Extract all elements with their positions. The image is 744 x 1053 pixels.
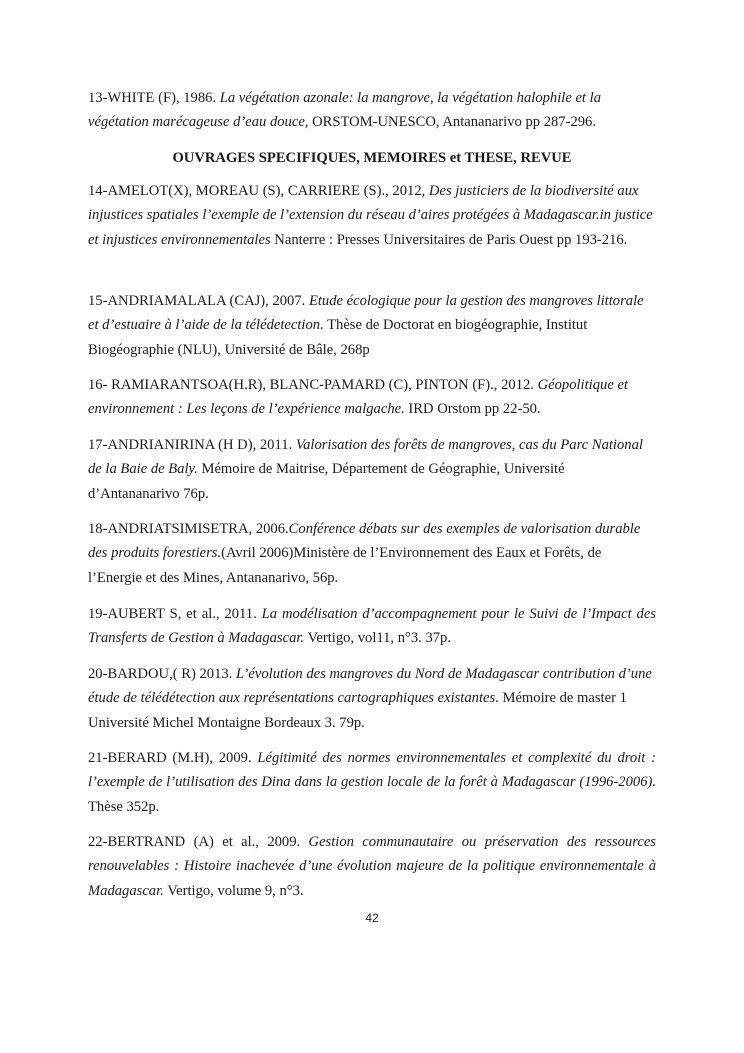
reference-title: L’évolution des mangroves du Nord de Madagascar contribution d’une étude de télédétection aux représentations cartographiques existantes <box>88 666 652 707</box>
reference-details: Vertigo, volume 9, n°3. <box>163 882 304 899</box>
reference-title: La végétation azonale: la mangrove, la végétation halophile et la végétation marécageuse d’eau douce, <box>88 90 601 131</box>
section-heading: OUVRAGES SPECIFIQUES, MEMOIRES et THESE, REVUE <box>172 150 572 166</box>
reference-details: Nanterre : Presses Universitaires de Paris Ouest pp 193-216. <box>270 231 628 248</box>
reference-author: 22-BERTRAND (A) et al., 2009. <box>88 834 309 850</box>
reference-entry-22 <box>88 830 656 903</box>
reference-entry-20 <box>88 662 656 735</box>
reference-author: 13-WHITE (F), 1986. <box>88 90 220 106</box>
reference-title: Géopolitique et environnement : Les leçons de l’expérience malgache. <box>88 377 628 418</box>
reference-details: IRD Orstom pp 22-50. <box>404 401 541 418</box>
reference-title: Gestion communautaire ou préservation des ressources renouvelables : Histoire inachevée d’une évolution majeure de la politique environnementale à Madagascar. <box>88 834 656 899</box>
reference-author: 15-ANDRIAMALALA (CAJ), 2007. <box>88 293 309 309</box>
reference-author: 16- RAMIARANTSOA(H.R), BLANC-PAMARD (C), PINTON (F)., 2012. <box>88 377 538 393</box>
reference-title: Des justiciers de la biodiversité aux injustices spatiales l’exemple de l’extension du réseau d’aires protégées à Madagascar.in justice et injustices environnementales <box>88 183 653 248</box>
reference-title: Etude écologique pour la gestion des mangroves littorale et d’estuaire à l’aide de la télédetection. <box>88 293 644 334</box>
reference-author: 19-AUBERT S, et al., 2011. <box>88 606 262 622</box>
reference-author: 21-BERARD (M.H), 2009. <box>88 750 258 766</box>
reference-entry-13 <box>88 86 656 135</box>
reference-entry-17 <box>88 433 656 506</box>
reference-title: Valorisation des forêts de mangroves, cas du Parc National de la Baie de Baly. <box>88 437 643 478</box>
reference-details: (Avril 2006)Ministère de l’Environnement des Eaux et Forêts, de l’Energie et des Mines, Antananarivo, 56p. <box>88 545 602 586</box>
reference-title: La modélisation d’accompagnement pour le Suivi de l’Impact des Transferts de Gestion à Madagascar. <box>88 606 656 647</box>
reference-entry-21 <box>88 746 656 819</box>
reference-entry-14 <box>88 179 656 252</box>
reference-details: Mémoire de Maitrise, Département de Géographie, Université d’Antananarivo 76p. <box>88 461 565 502</box>
reference-title: Légitimité des normes environnementales et complexité du droit : l’exemple de l’utilisation des Dina dans la gestion locale de la forêt à Madagascar (1996-2006). <box>88 750 656 791</box>
reference-author: 14-AMELOT(X), MOREAU (S), CARRIERE (S)., 2012, <box>88 183 429 199</box>
reference-author: 18-ANDRIATSIMISETRA, 2006. <box>88 521 289 537</box>
reference-entry-16 <box>88 373 656 422</box>
reference-details: Vertigo, vol11, n°3. 37p. <box>304 630 451 647</box>
reference-entry-18 <box>88 517 656 590</box>
reference-title: Conférence débats sur des exemples de valorisation durable des produits forestiers. <box>88 521 641 562</box>
page-number: 42 <box>365 911 379 925</box>
reference-details: . Mémoire de master 1 Université Michel Montaigne Bordeaux 3. 79p. <box>88 690 627 731</box>
reference-details: Thèse de Doctorat en biogéographie, Institut Biogéographie (NLU), Université de Bâle, 268p <box>88 317 588 358</box>
reference-author: 17-ANDRIANIRINA (H D), 2011. <box>88 437 296 453</box>
reference-details: ORSTOM-UNESCO, Antananarivo pp 287-296. <box>308 114 596 131</box>
reference-entry-15 <box>88 289 656 362</box>
reference-entry-19 <box>88 602 656 651</box>
reference-author: 20-BARDOU,( R) 2013. <box>88 666 236 682</box>
reference-details: Thèse 352p. <box>88 798 160 815</box>
